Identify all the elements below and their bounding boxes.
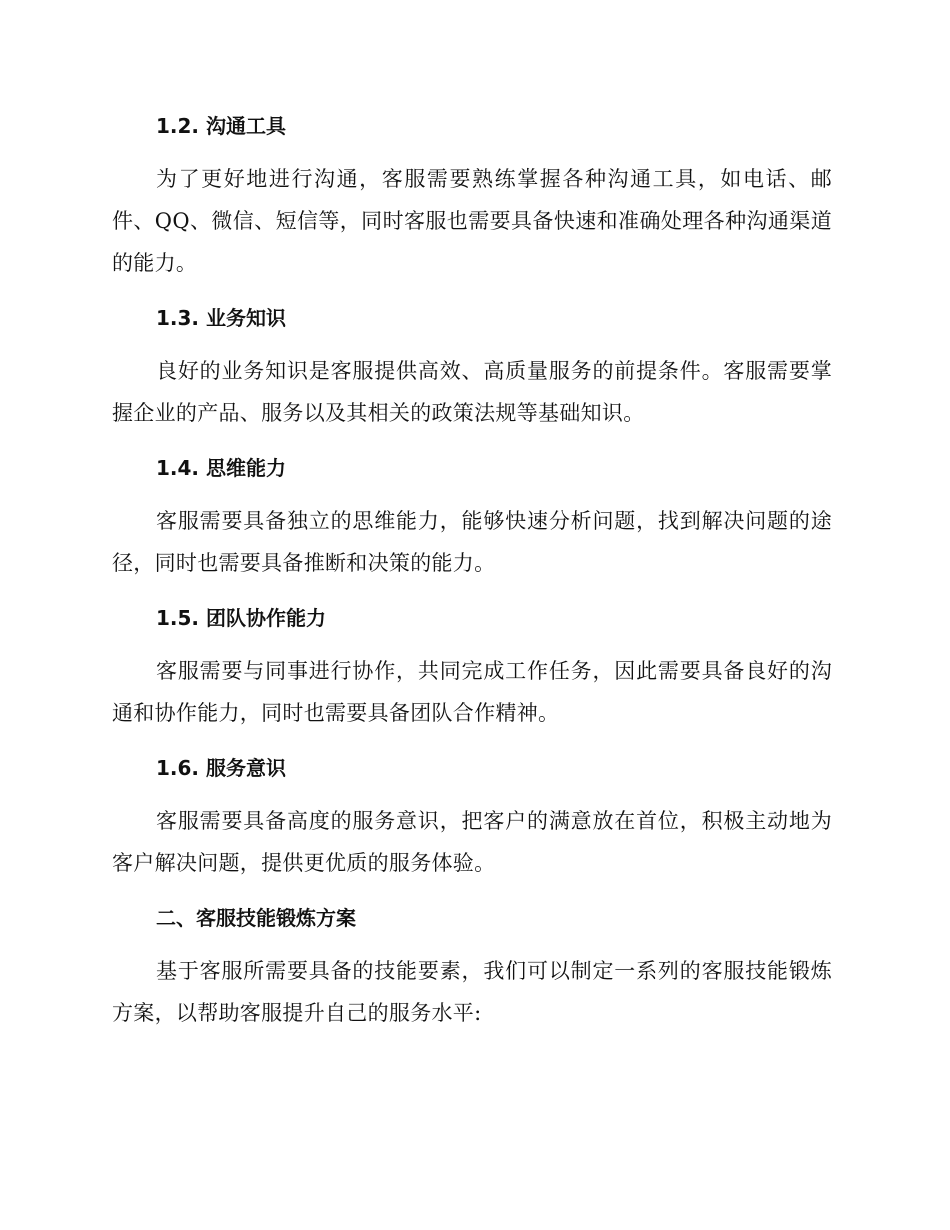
paragraph-communication-tools: 为了更好地进行沟通，客服需要熟练掌握各种沟通工具，如电话、邮件、QQ、微信、短信等，同时客服也需要具备快速和准确处理各种沟通渠道的能力。 <box>112 167 832 275</box>
heading-service-awareness: 1.6. 服务意识 <box>156 756 286 780</box>
document-body <box>112 106 832 1048</box>
heading-training-plan: 二、客服技能锻炼方案 <box>156 906 356 930</box>
paragraph-service-awareness: 客服需要具备高度的服务意识，把客户的满意放在首位，积极主动地为客户解决问题，提供更优质的服务体验。 <box>112 809 832 875</box>
paragraph-training-plan: 基于客服所需要具备的技能要素，我们可以制定一系列的客服技能锻炼方案，以帮助客服提升自己的服务水平: <box>112 959 832 1025</box>
heading-business-knowledge: 1.3. 业务知识 <box>156 306 286 330</box>
paragraph-business-knowledge: 良好的业务知识是客服提供高效、高质量服务的前提条件。客服需要掌握企业的产品、服务以及其相关的政策法规等基础知识。 <box>112 359 832 425</box>
heading-thinking-ability: 1.4. 思维能力 <box>156 456 286 480</box>
paragraph-thinking-ability: 客服需要具备独立的思维能力，能够快速分析问题，找到解决问题的途径，同时也需要具备推断和决策的能力。 <box>112 509 832 575</box>
heading-teamwork: 1.5. 团队协作能力 <box>156 606 326 630</box>
paragraph-teamwork: 客服需要与同事进行协作，共同完成工作任务，因此需要具备良好的沟通和协作能力，同时也需要具备团队合作精神。 <box>112 659 832 725</box>
heading-communication-tools: 1.2. 沟通工具 <box>156 114 286 138</box>
